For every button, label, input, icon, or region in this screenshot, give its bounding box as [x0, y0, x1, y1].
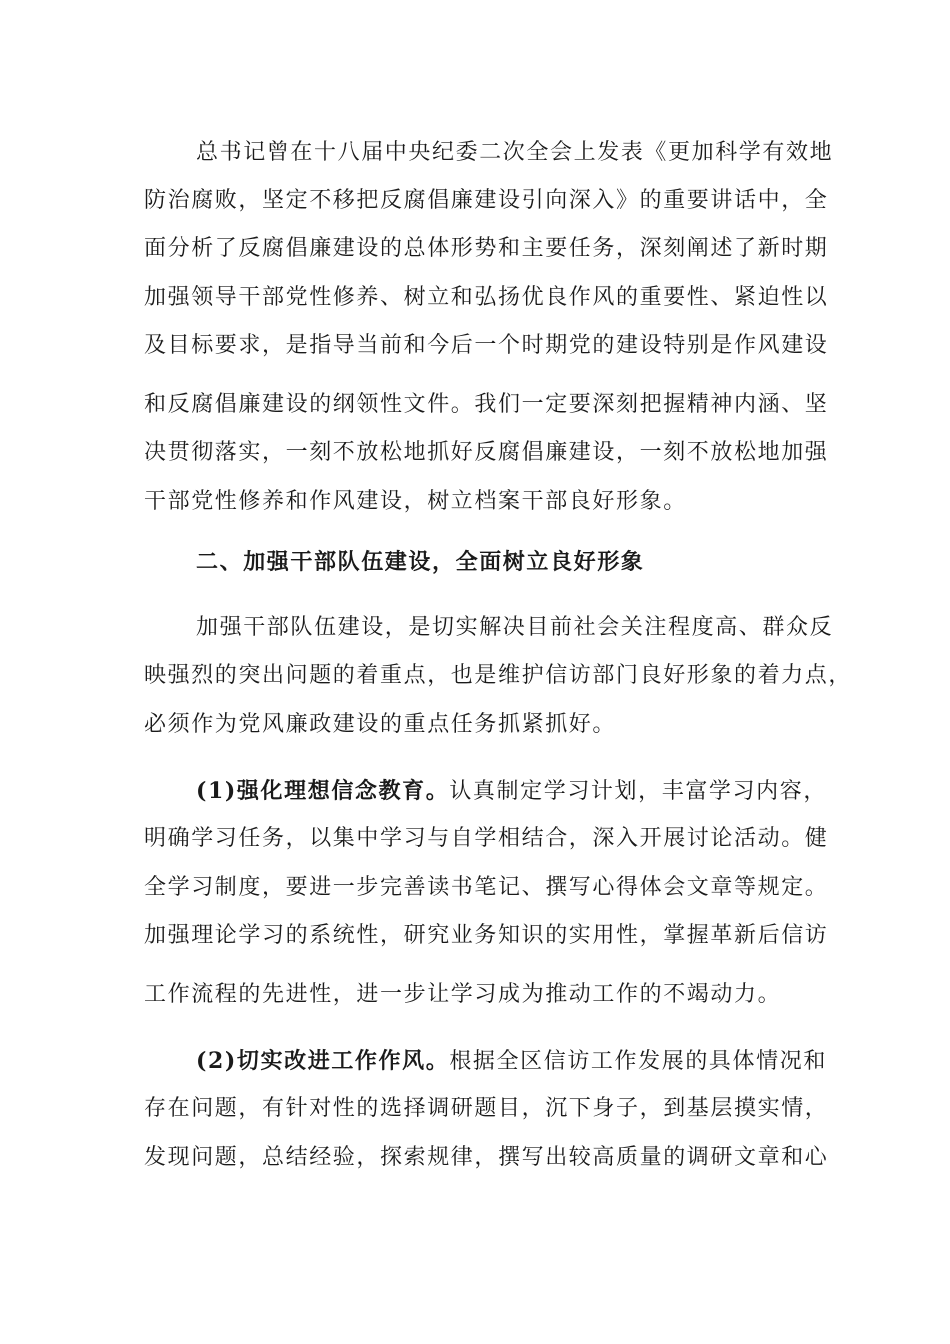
paragraph-line: 存在问题，有针对性的选择调研题目，沉下身子，到基层摸实情，	[144, 1096, 829, 1121]
paragraph-line: 干部党性修养和作风建设，树立档案干部良好形象。	[144, 489, 687, 514]
item-title: (1)强化理想信念教育。	[196, 778, 450, 804]
item-first-line	[196, 776, 876, 807]
section-heading: 二、加强干部队伍建设，全面树立良好形象	[196, 549, 645, 575]
paragraph-line: 防治腐败，坚定不移把反腐倡廉建设引向深入》的重要讲话中，全	[144, 188, 829, 213]
item-text: 根据全区信访工作发展的具体情况和	[449, 1049, 827, 1074]
item-first-line	[196, 1046, 876, 1077]
paragraph-line: 工作流程的先进性，进一步让学习成为推动工作的不竭动力。	[144, 982, 782, 1007]
paragraph-line: 全学习制度，要进一步完善读书笔记、撰写心得体会文章等规定。	[144, 875, 829, 900]
paragraph-line: 加强领导干部党性修养、树立和弘扬优良作风的重要性、紧迫性以	[144, 285, 829, 310]
paragraph-line: 发现问题，总结经验，探索规律，撰写出较高质量的调研文章和心	[144, 1145, 829, 1170]
paragraph-line: 明确学习任务，以集中学习与自学相结合，深入开展讨论活动。健	[144, 826, 829, 851]
paragraph-line: 面分析了反腐倡廉建设的总体形势和主要任务，深刻阐述了新时期	[144, 236, 829, 261]
item-text: 认真制定学习计划，丰富学习内容，	[449, 779, 827, 804]
paragraph-line: 映强烈的突出问题的着重点，也是维护信访部门良好形象的着力点，	[144, 663, 853, 688]
paragraph-line: 及目标要求，是指导当前和今后一个时期党的建设特别是作风建设	[144, 333, 829, 358]
paragraph-line: 决贯彻落实，一刻不放松地抓好反腐倡廉建设，一刻不放松地加强	[144, 440, 829, 465]
paragraph-line: 必须作为党风廉政建设的重点任务抓紧抓好。	[144, 712, 617, 737]
paragraph-line: 和反腐倡廉建设的纲领性文件。我们一定要深刻把握精神内涵、坚	[144, 392, 829, 417]
item-title: (2)切实改进工作作风。	[196, 1048, 450, 1074]
paragraph-line: 加强理论学习的系统性，研究业务知识的实用性，掌握革新后信访	[144, 923, 829, 948]
paragraph-line: 加强干部队伍建设，是切实解决目前社会关注程度高、群众反	[196, 615, 834, 640]
paragraph-line: 总书记曾在十八届中央纪委二次全会上发表《更加科学有效地	[196, 140, 834, 165]
